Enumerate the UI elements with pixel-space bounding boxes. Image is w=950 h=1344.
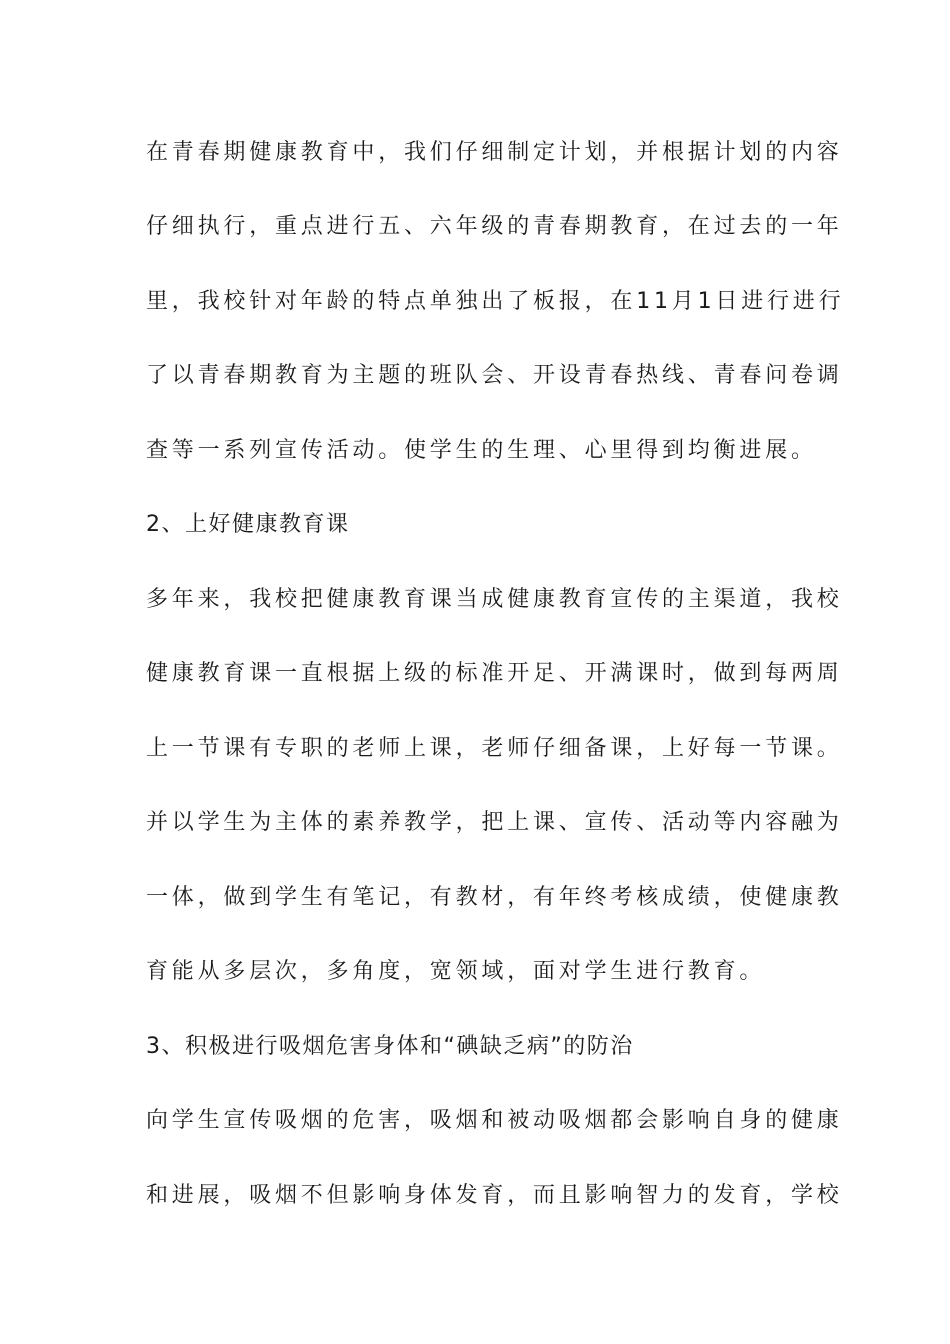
paragraph-line: 上一节课有专职的老师上课，老师仔细备课，上好每一节课。 [146,736,843,761]
paragraph-line: 向学生宣传吸烟的危害，吸烟和被动吸烟都会影响自身的健康 [146,1108,843,1133]
paragraph-line: 一体，做到学生有笔记，有教材，有年终考核成绩，使健康教 [146,885,843,910]
paragraph-line: 仔细执行，重点进行五、六年级的青春期教育，在过去的一年 [146,214,843,239]
paragraph-line: 育能从多层次，多角度，宽领域，面对学生进行教育。 [146,959,766,984]
paragraph-line: 健康教育课一直根据上级的标准开足、开满课时，做到每两周 [146,661,843,686]
paragraph-line: 和进展，吸烟不但影响身体发育，而且影响智力的发育，学校 [146,1183,843,1208]
paragraph-line: 多年来，我校把健康教育课当成健康教育宣传的主渠道，我校 [146,587,843,612]
paragraph-line: 在青春期健康教育中，我们仔细制定计划，并根据计划的内容 [146,140,843,165]
section-heading: 2、上好健康教育课 [146,512,350,537]
paragraph-line: 了以青春期教育为主题的班队会、开设青春热线、青春问卷调 [146,363,843,388]
paragraph-line: 查等一系列宣传活动。使学生的生理、心里得到均衡进展。 [146,438,817,463]
paragraph-line: 里，我校针对年龄的特点单独出了板报，在11月1日进行进行 [146,289,845,314]
paragraph-line: 并以学生为主体的素养教学，把上课、宣传、活动等内容融为 [146,810,843,835]
section-heading: 3、积极进行吸烟危害身体和“碘缺乏病”的防治 [146,1034,634,1059]
